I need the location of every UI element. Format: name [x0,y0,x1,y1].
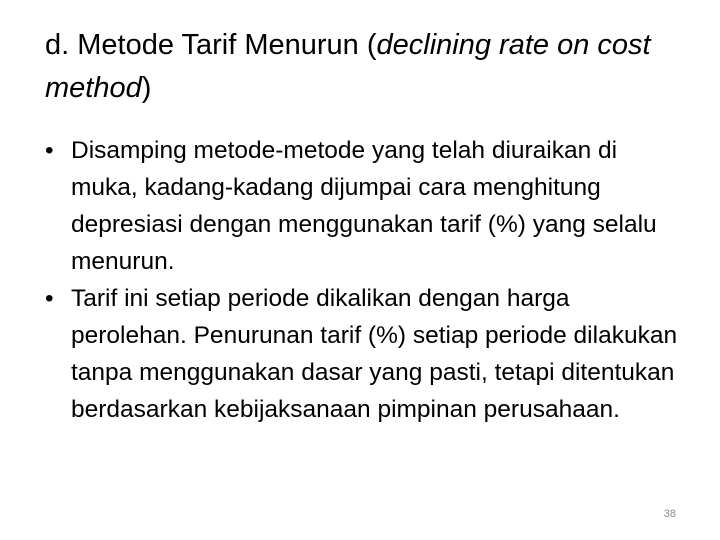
slide-number: 38 [663,508,676,520]
bullet-icon: • [45,285,54,312]
bullet-item [45,280,685,428]
bullet-text: Tarif ini setiap periode dikalikan dengan harga perolehan. Penurunan tarif (%) setiap periode dilakukan tanpa menggunakan dasar yang pasti, tetapi ditentukan berdasarkan kebijaksanaan pimpinan perusahaan. [71,285,678,423]
slide-title [45,24,695,110]
title-italic-term: declining rate on cost method [45,29,651,104]
bullet-text: Disamping metode-metode yang telah diuraikan di muka, kadang-kadang dijumpai cara menghitung depresiasi dengan menggunakan tarif (%) yang selalu menurun. [71,137,657,275]
bullet-icon: • [45,137,54,164]
bullet-item [45,132,685,280]
bullet-list [45,132,685,428]
title-suffix: ) [141,72,152,104]
title-prefix: d. Metode Tarif Menurun ( [45,29,377,61]
